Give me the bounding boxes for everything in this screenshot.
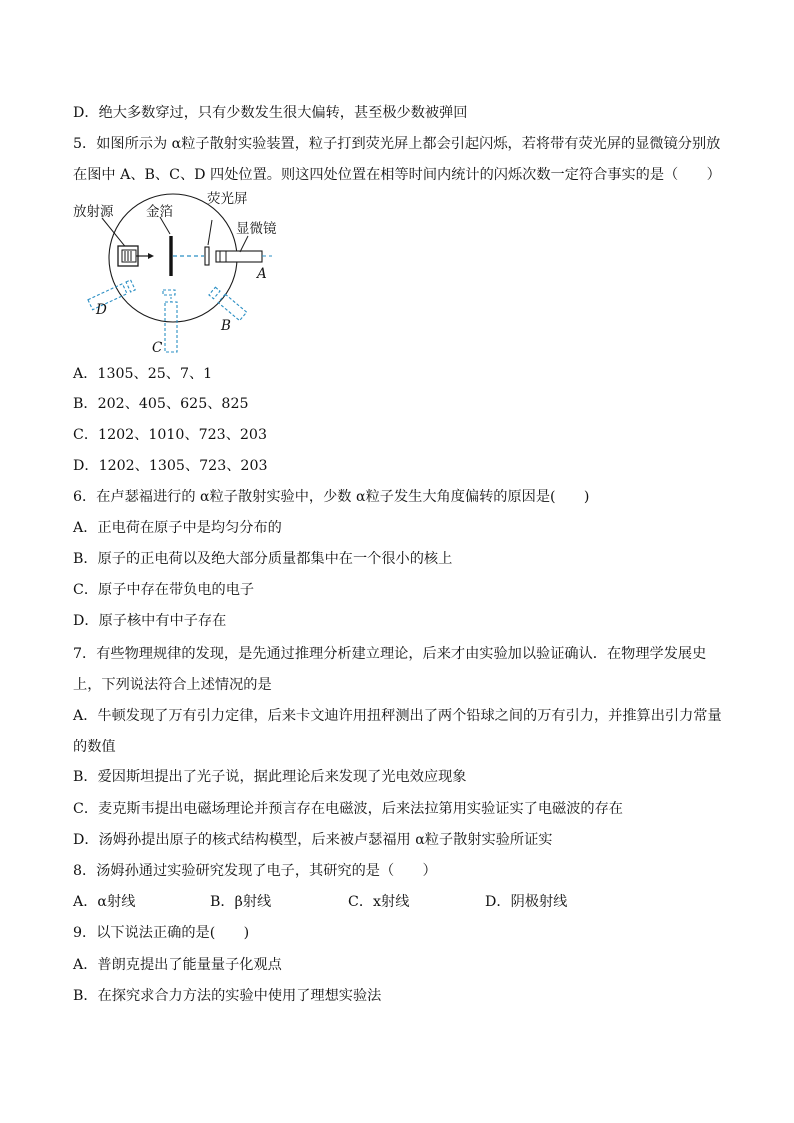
position-d-screen: [126, 280, 135, 292]
source-leader-line: [102, 218, 128, 250]
position-c-microscope: [165, 302, 177, 352]
q5-stem-line-2: 在图中 A、B、C、D 四处位置。则这四处位置在相等时间内统计的闪烁次数一定符合事实的是（ ）: [73, 167, 721, 183]
q7-option-d: D．汤姆孙提出原子的核式结构模型，后来被卢瑟福用 α粒子散射实验所证实: [73, 832, 553, 848]
screen-leader-line: [208, 220, 212, 245]
alpha-beam-arrowhead: [148, 253, 154, 259]
source-inner: [122, 250, 136, 262]
position-b-screen: [209, 287, 220, 299]
label-position-d: D: [96, 302, 107, 318]
label-microscope: 显微镜: [236, 221, 277, 237]
q7-stem-line-2: 上，下列说法符合上述情况的是: [73, 677, 272, 693]
q8-stem: 8．汤姆孙通过实验研究发现了电子，其研究的是（ ）: [73, 863, 437, 879]
alpha-scattering-figure: [70, 190, 290, 358]
q6-option-b: B．原子的正电荷以及绝大部分质量都集中在一个很小的核上: [73, 551, 453, 567]
q9-stem: 9．以下说法正确的是( ): [73, 925, 250, 941]
q5-option-c: C．1202、1010、723、203: [73, 427, 267, 443]
position-d-microscope: [88, 284, 127, 310]
q5-stem-line-1: 5．如图所示为 α粒子散射实验装置，粒子打到荧光屏上都会引起闪烁，若将带有荧光屏的显微镜分别放: [73, 136, 721, 152]
q8-option-d: D．阴极射线: [485, 894, 568, 910]
q5-option-d: D．1202、1305、723、203: [73, 458, 268, 474]
q6-stem: 6．在卢瑟福进行的 α粒子散射实验中，少数 α粒子发生大角度偏转的原因是( ): [73, 489, 590, 505]
q7-option-a-line-1: A．牛顿发现了万有引力定律，后来卡文迪许用扭秤测出了两个铅球之间的万有引力，并推算出引力常量: [73, 708, 722, 724]
q9-option-b: B．在探究求合力方法的实验中使用了理想实验法: [73, 988, 382, 1004]
microscope-body: [216, 251, 262, 262]
fluorescent-screen: [205, 247, 209, 265]
q8-option-a: A．α射线: [73, 894, 136, 910]
q6-option-a: A．正电荷在原子中是均匀分布的: [73, 520, 282, 536]
label-radioactive-source: 放射源: [73, 204, 114, 220]
q5-option-b: B．202、405、625、825: [73, 396, 249, 412]
q6-option-d: D．原子核中有中子存在: [73, 613, 227, 629]
q8-option-c: C．x射线: [348, 894, 410, 910]
q8-options-row: [73, 892, 733, 912]
q5-option-a: A．1305、25、7、1: [73, 366, 213, 382]
label-position-b: B: [221, 318, 231, 334]
label-fluorescent-screen: 荧光屏: [207, 191, 248, 207]
label-gold-foil: 金箔: [146, 204, 173, 220]
q6-option-c: C．原子中存在带负电的电子: [73, 582, 255, 598]
q8-option-b: B．β射线: [210, 894, 272, 910]
microscope-leader-line: [240, 236, 248, 252]
q7-stem-line-1: 7．有些物理规律的发现，是先通过推理分析建立理论，后来才由实验加以验证确认．在物理学发展史: [73, 646, 707, 662]
position-c-screen: [163, 290, 175, 295]
label-position-c: C: [152, 340, 163, 356]
q7-option-a-line-2: 的数值: [73, 739, 116, 755]
q7-option-b: B．爱因斯坦提出了光子说，据此理论后来发现了光电效应现象: [73, 769, 467, 785]
label-position-a: A: [257, 266, 267, 282]
q4-option-d: D．绝大多数穿过，只有少数发生很大偏转，甚至极少数被弹回: [73, 105, 468, 121]
q9-option-a: A．普朗克提出了能量量子化观点: [73, 957, 282, 973]
q7-option-c: C．麦克斯韦提出电磁场理论并预言存在电磁波，后来法拉第用实验证实了电磁波的存在: [73, 801, 623, 817]
